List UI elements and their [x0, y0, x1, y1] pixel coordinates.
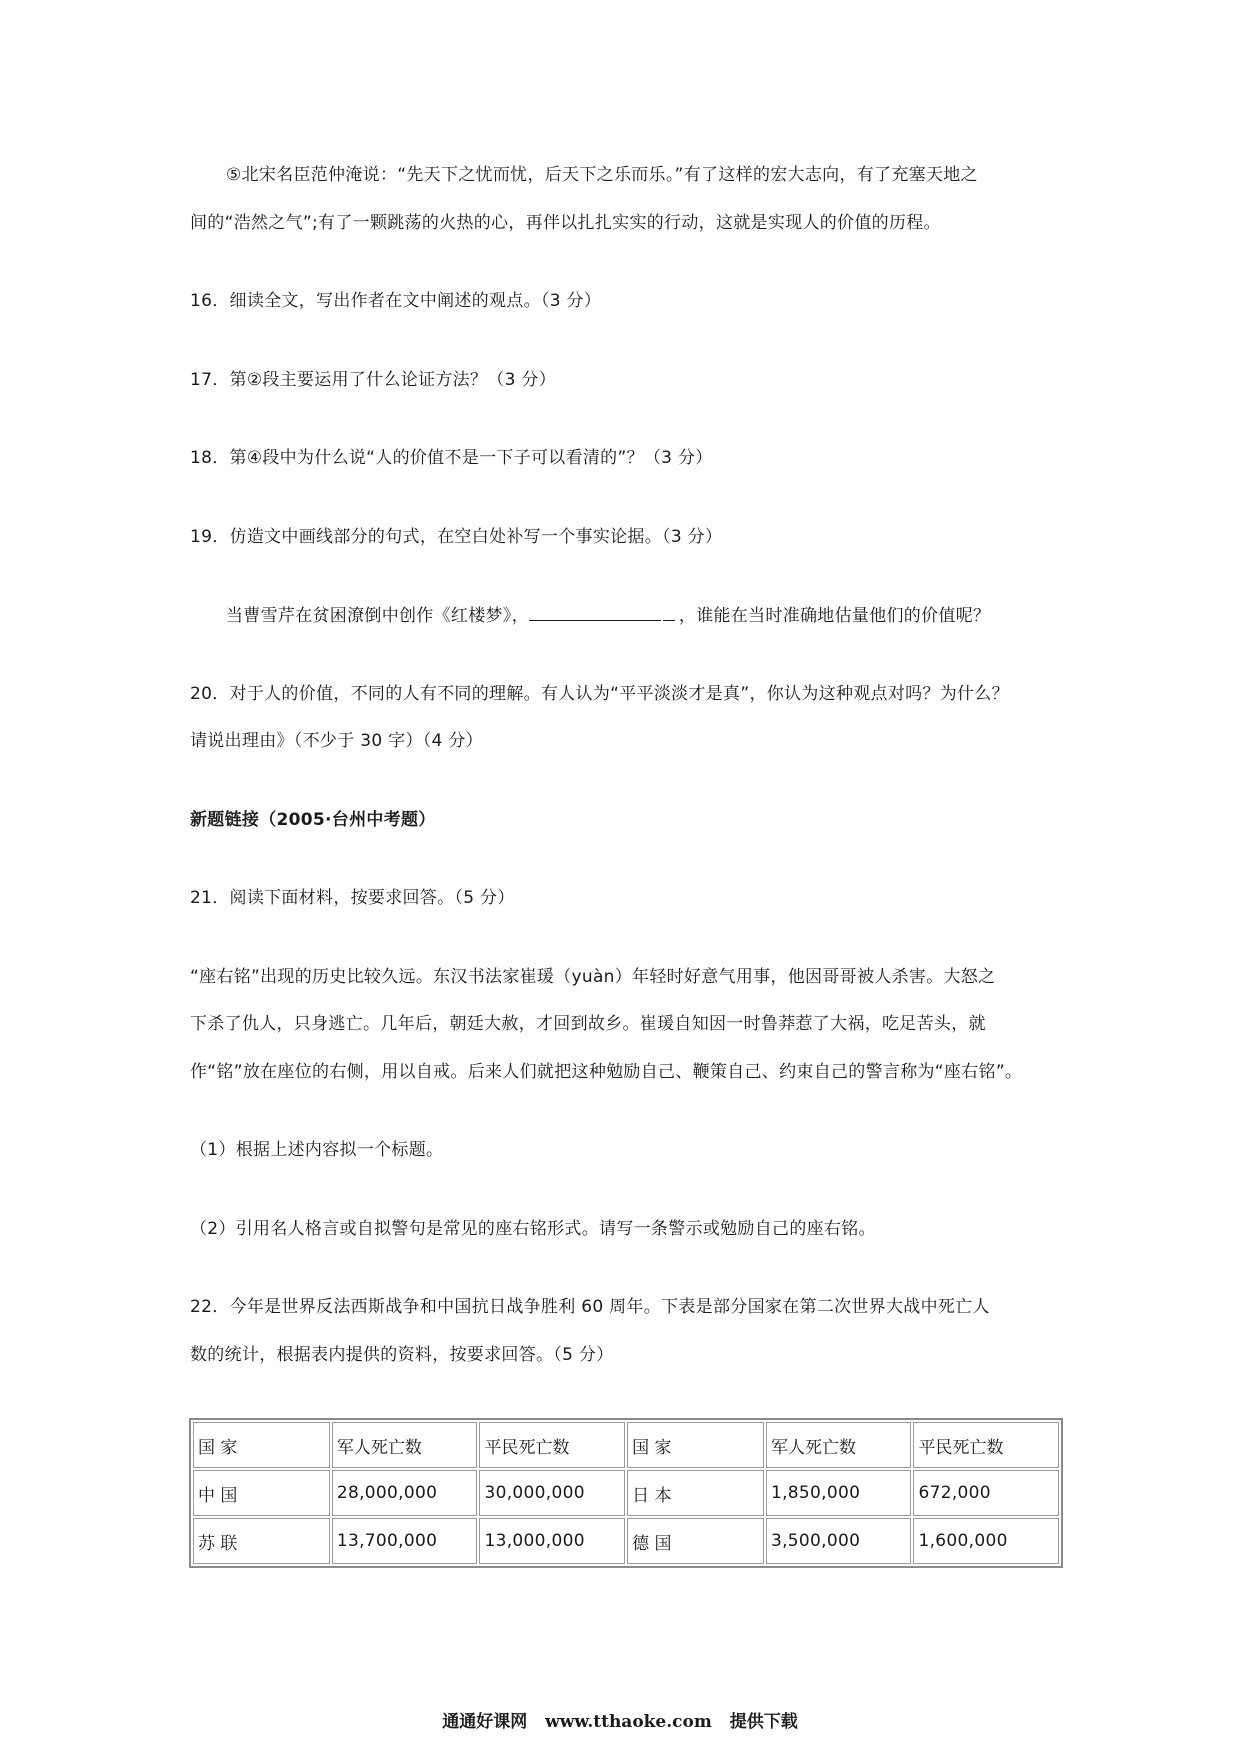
header-country-2: 国 家	[627, 1422, 764, 1468]
header-military-deaths-2: 军人死亡数	[766, 1422, 912, 1468]
question-21-material-line-1: “座右铭”出现的历史比较久远。东汉书法家崔瑗（yuàn）年轻时好意气用事，他因哥哥被人杀害。大怒之	[190, 967, 996, 987]
table-header-row	[193, 1422, 1059, 1468]
table-row	[193, 1518, 1059, 1564]
paragraph-5-line-1: ⑤北宋名臣范仲淹说：“先天下之忧而忧，后天下之乐而乐。”有了这样的宏大志向，有了充塞天地之	[226, 165, 978, 185]
question-18: 18．第④段中为什么说“人的价值不是一下子可以看清的”？（3 分）	[190, 448, 713, 468]
answer-blank-tail	[663, 604, 675, 621]
question-21-material-line-3: 作“铭”放在座位的右侧，用以自戒。后来人们就把这种勉励自己、鞭策自己、约束自己的警言称为“座右铭”。	[190, 1062, 1023, 1082]
table-cell: 德 国	[627, 1518, 764, 1564]
table-row	[193, 1470, 1059, 1516]
table-cell: 28,000,000	[332, 1470, 478, 1516]
question-19: 19．仿造文中画线部分的句式，在空白处补写一个事实论据。（3 分）	[190, 527, 723, 547]
footer-site-name: 通通好课网	[442, 1712, 528, 1732]
paragraph-5-line-2: 间的“浩然之气”;有了一颗跳荡的火热的心，再伴以扎扎实实的行动，这就是实现人的价值的历程。	[190, 213, 941, 233]
table-cell: 30,000,000	[479, 1470, 625, 1516]
footer-url[interactable]: www.tthaoke.com	[545, 1712, 712, 1732]
question-22-line-2: 数的统计，根据表内提供的资料，按要求回答。（5 分）	[190, 1345, 614, 1365]
table-cell: 日 本	[627, 1470, 764, 1516]
war-deaths-table	[189, 1418, 1063, 1568]
table-cell: 1,850,000	[766, 1470, 912, 1516]
header-military-deaths-1: 军人死亡数	[332, 1422, 478, 1468]
table-cell: 13,000,000	[479, 1518, 625, 1564]
section-heading: 新题链接（2005·台州中考题）	[190, 810, 436, 830]
page-footer	[0, 1707, 1240, 1732]
sentence-after-blank: ，谁能在当时准确地估量他们的价值呢？	[678, 606, 991, 626]
question-17: 17．第②段主要运用了什么论证方法？（3 分）	[190, 370, 556, 390]
table-cell: 13,700,000	[332, 1518, 478, 1564]
question-16: 16．细读全文，写出作者在文中阐述的观点。（3 分）	[190, 291, 602, 311]
question-21-material-line-2: 下杀了仇人，只身逃亡。几年后，朝廷大赦，才回到故乡。崔瑗自知因一时鲁莽惹了大祸，吃足苦头，就	[190, 1014, 986, 1034]
question-19-sentence	[226, 604, 1106, 627]
header-country-1: 国 家	[193, 1422, 330, 1468]
question-20-line-2: 请说出理由》（不少于 30 字）（4 分）	[190, 731, 483, 751]
table-cell: 苏 联	[193, 1518, 330, 1564]
answer-blank[interactable]	[529, 604, 661, 621]
sentence-before-blank: 当曹雪芹在贫困潦倒中创作《红楼梦》，	[226, 606, 529, 626]
table-cell: 中 国	[193, 1470, 330, 1516]
table-cell: 1,600,000	[913, 1518, 1059, 1564]
question-20-line-1: 20．对于人的价值，不同的人有不同的理解。有人认为“平平淡淡才是真”，你认为这种观点对吗？为什么？	[190, 684, 1009, 704]
table-cell: 3,500,000	[766, 1518, 912, 1564]
header-civilian-deaths-2: 平民死亡数	[913, 1422, 1059, 1468]
footer-suffix: 提供下载	[729, 1712, 798, 1732]
table-cell: 672,000	[913, 1470, 1059, 1516]
question-21-sub-1: （1）根据上述内容拟一个标题。	[190, 1140, 444, 1160]
question-21-sub-2: （2）引用名人格言或自拟警句是常见的座右铭形式。请写一条警示或勉励自己的座右铭。	[190, 1219, 876, 1239]
question-22-line-1: 22．今年是世界反法西斯战争和中国抗日战争胜利 60 周年。下表是部分国家在第二次世界大战中死亡人	[190, 1297, 990, 1317]
question-21-title: 21．阅读下面材料，按要求回答。（5 分）	[190, 888, 515, 908]
header-civilian-deaths-1: 平民死亡数	[479, 1422, 625, 1468]
